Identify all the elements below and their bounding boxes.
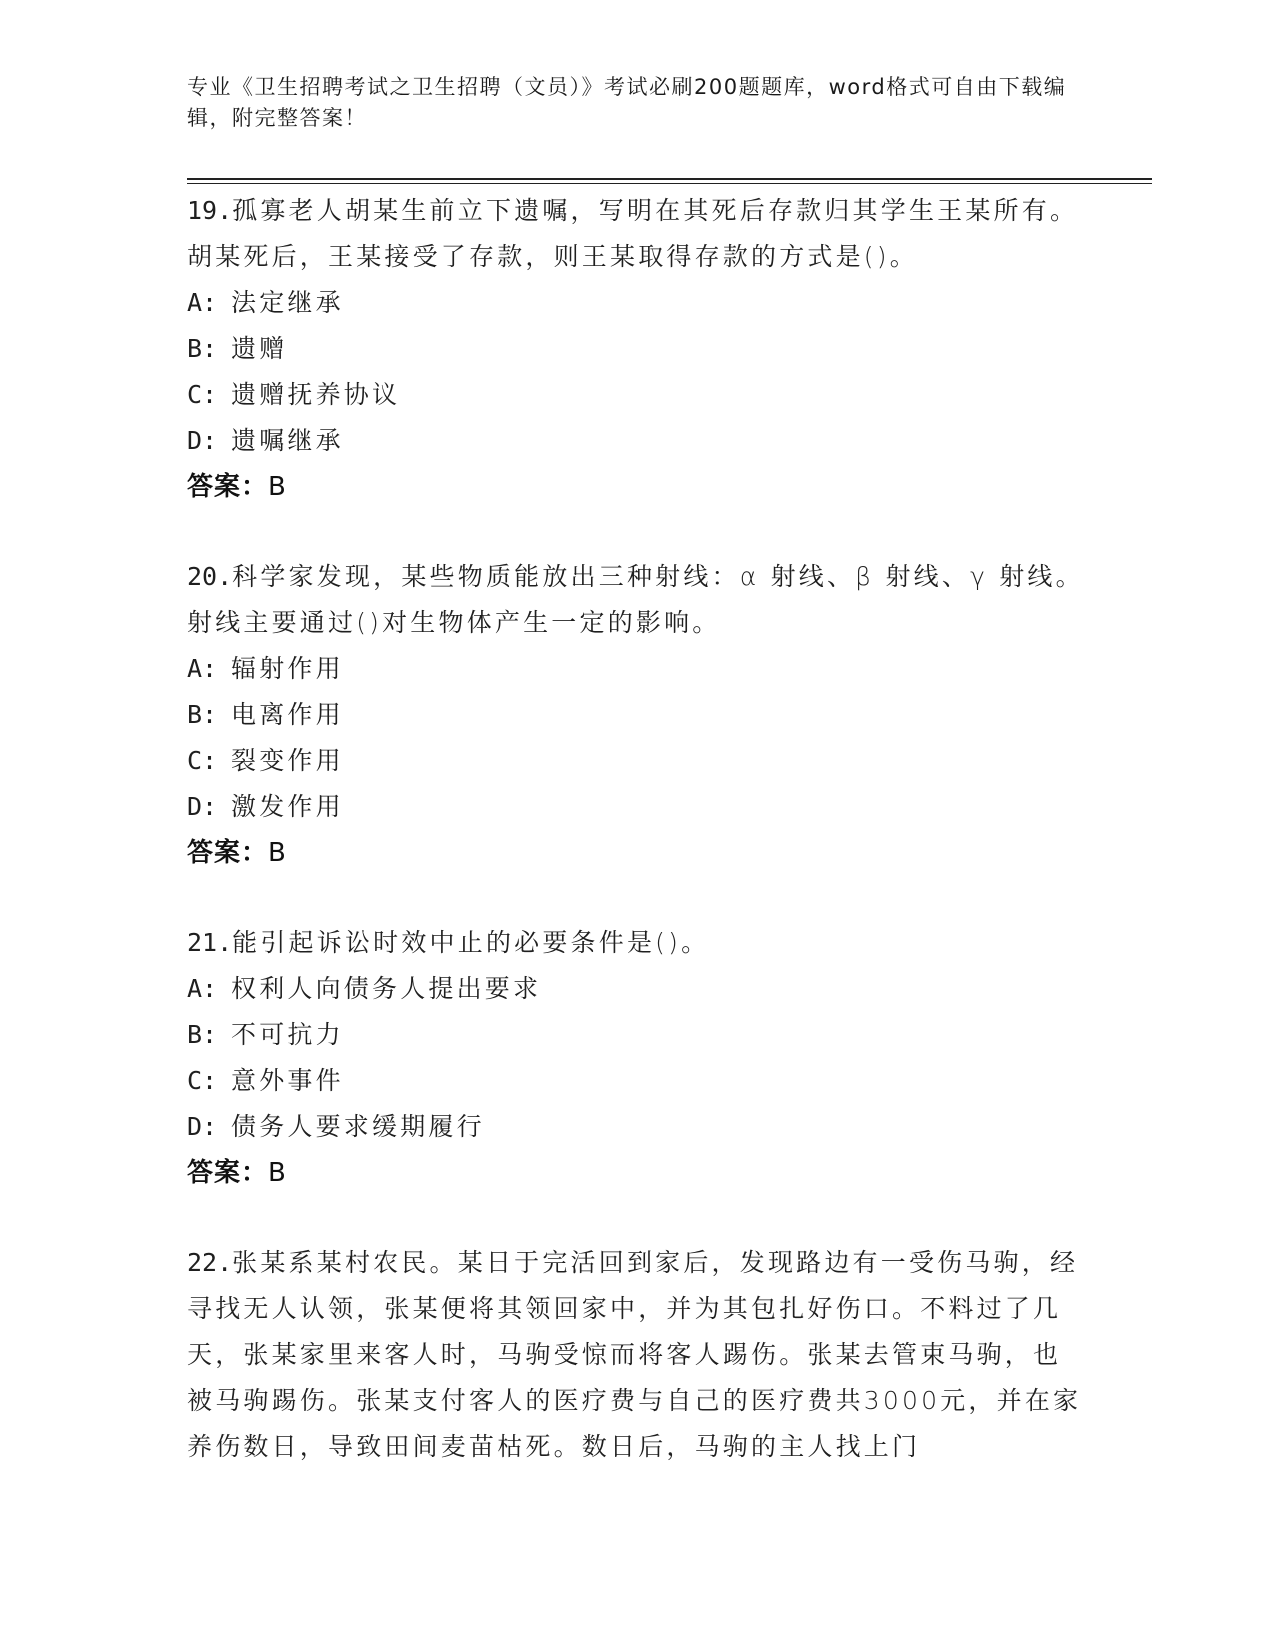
option-c — [187, 1058, 1087, 1104]
option-text: 权利人向债务人提出要求 — [231, 974, 542, 1003]
option-a — [187, 966, 1087, 1012]
option-text: 法定继承 — [231, 288, 344, 317]
option-text: 激发作用 — [231, 792, 344, 821]
option-key: B: — [187, 700, 218, 729]
question-number: 19. — [187, 196, 233, 225]
header-divider-thin — [187, 183, 1152, 184]
option-key: B: — [187, 334, 218, 363]
option-c — [187, 372, 1087, 418]
option-b — [187, 692, 1087, 738]
question-number: 22. — [187, 1248, 233, 1277]
option-text: 裂变作用 — [231, 746, 344, 775]
question-stem: 孤寡老人胡某生前立下遗嘱，写明在其死后存款归其学生王某所有。胡某死后，王某接受了存款，则王某取得存款的方式是()。 — [187, 196, 1079, 271]
question-number: 21. — [187, 928, 233, 957]
answer-line — [187, 830, 1087, 876]
option-key: C: — [187, 1066, 218, 1095]
question-22 — [187, 1240, 1087, 1470]
option-text: 遗赠 — [231, 334, 288, 363]
option-d — [187, 418, 1087, 464]
option-key: C: — [187, 746, 218, 775]
option-text: 意外事件 — [231, 1066, 344, 1095]
option-text: 电离作用 — [231, 700, 344, 729]
document-header: 专业《卫生招聘考试之卫生招聘（文员）》考试必刷200题题库，word格式可自由下载编辑，附完整答案！ — [187, 75, 1067, 130]
answer-value: B — [268, 1158, 287, 1188]
option-key: D: — [187, 1112, 218, 1141]
option-key: B: — [187, 1020, 218, 1049]
question-19 — [187, 188, 1087, 510]
option-a — [187, 280, 1087, 326]
question-21 — [187, 920, 1087, 1196]
answer-label: 答案： — [187, 838, 269, 868]
answer-line — [187, 1150, 1087, 1196]
option-text: 遗嘱继承 — [231, 426, 344, 455]
answer-label: 答案： — [187, 472, 269, 502]
question-text — [187, 1240, 1087, 1470]
answer-line — [187, 464, 1087, 510]
answer-value: B — [268, 472, 287, 502]
option-text: 遗赠抚养协议 — [231, 380, 401, 409]
answer-label: 答案： — [187, 1158, 269, 1188]
question-stem: 能引起诉讼时效中止的必要条件是()。 — [232, 928, 710, 957]
option-text: 不可抗力 — [231, 1020, 344, 1049]
question-text — [187, 920, 1087, 966]
option-d — [187, 784, 1087, 830]
option-key: D: — [187, 426, 218, 455]
option-key: C: — [187, 380, 218, 409]
option-key: A: — [187, 288, 218, 317]
question-text — [187, 554, 1087, 646]
option-c — [187, 738, 1087, 784]
question-stem: 科学家发现，某些物质能放出三种射线：α 射线、β 射线、γ 射线。射线主要通过()对生物体产生一定的影响。 — [187, 562, 1084, 637]
question-20 — [187, 554, 1087, 876]
option-a — [187, 646, 1087, 692]
question-number: 20. — [187, 562, 233, 591]
question-text — [187, 188, 1087, 280]
header-divider-thick — [187, 178, 1152, 180]
option-text: 债务人要求缓期履行 — [231, 1112, 485, 1141]
option-key: A: — [187, 974, 218, 1003]
option-b — [187, 1012, 1087, 1058]
question-list — [187, 188, 1087, 1470]
option-key: A: — [187, 654, 218, 683]
option-text: 辐射作用 — [231, 654, 344, 683]
option-d — [187, 1104, 1087, 1150]
option-b — [187, 326, 1087, 372]
answer-value: B — [268, 838, 287, 868]
question-stem: 张某系某村农民。某日于完活回到家后，发现路边有一受伤马驹，经寻找无人认领，张某便将其领回家中，并为其包扎好伤口。不料过了几天，张某家里来客人时，马驹受惊而将客人踢伤。张某去管束马驹，也被马驹踢伤。张某支付客人的医疗费与自己的医疗费共3000元，并在家养伤数日，导致田间麦苗枯死。数日后，马驹的主人找上门 — [187, 1248, 1082, 1461]
option-key: D: — [187, 792, 218, 821]
